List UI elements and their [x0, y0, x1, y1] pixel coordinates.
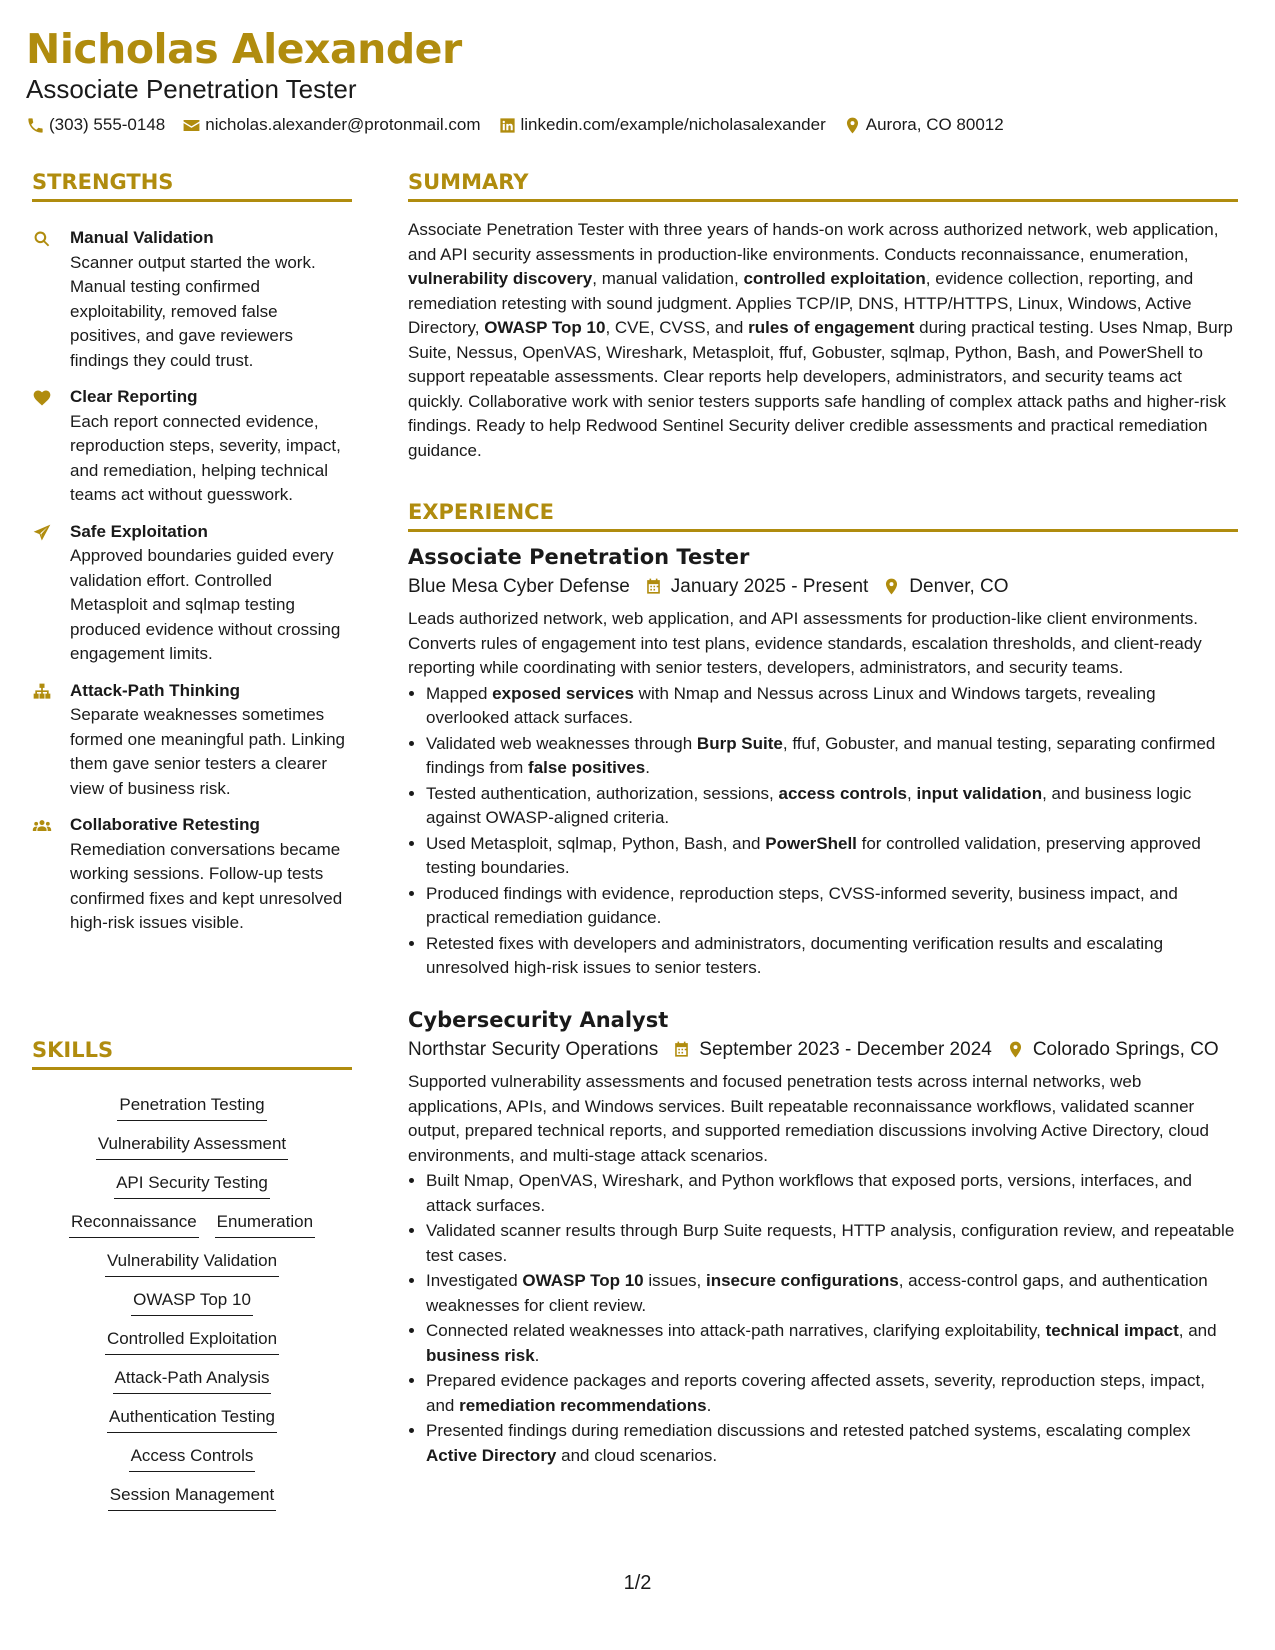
emphasis-text: false positives — [528, 758, 646, 777]
emphasis-text: controlled exploitation — [743, 269, 926, 288]
text-run: Built Nmap, OpenVAS, Wireshark, and Python workflows that exposed ports, versions, interfaces, and attack surfaces. — [426, 1171, 1192, 1215]
text-run: , — [907, 783, 917, 803]
page-number: 1/2 — [623, 1572, 652, 1594]
paper-plane-icon — [32, 523, 52, 543]
skill-tag: Attack-Path Analysis — [113, 1366, 272, 1394]
text-run: Investigated — [426, 1271, 523, 1290]
skill-row — [32, 1249, 352, 1277]
text-run: . — [645, 758, 650, 777]
skill-row — [32, 1444, 352, 1472]
text-run: , CVE, CVSS, and — [605, 318, 749, 337]
text-run: , evidence collection, reporting, and remediation retesting with sound judgment. Applies TCP/IP, DNS, HTTP/HTTPS, Linux, Windows, Active Directory, — [408, 269, 1194, 337]
skill-row — [32, 1132, 352, 1160]
role-meta — [408, 1038, 1238, 1062]
text-run: Presented findings during remediation discussions and retested patched systems, escalating complex — [426, 1421, 1191, 1440]
role-dates: January 2025 - Present — [670, 576, 869, 597]
strength-title: Collaborative Retesting — [70, 815, 260, 834]
skill-row — [32, 1366, 352, 1394]
text-run: Validated scanner results through Burp Suite requests, HTTP analysis, configuration review, and repeatable test cases. — [426, 1221, 1235, 1265]
skills-list — [32, 1093, 352, 1522]
skill-tag: Access Controls — [129, 1444, 256, 1472]
skill-row — [32, 1288, 352, 1316]
bullet-item — [426, 1369, 1238, 1418]
role-title: Cybersecurity Analyst — [408, 1008, 669, 1032]
bullet-item — [426, 1419, 1238, 1468]
skills-heading: SKILLS — [32, 1036, 352, 1070]
skill-tag: API Security Testing — [114, 1171, 270, 1199]
experience-entry — [408, 543, 1238, 981]
company-name: Blue Mesa Cyber Defense — [408, 576, 630, 597]
bullet-item — [426, 832, 1238, 881]
heart-icon — [32, 388, 52, 408]
text-run: Mapped — [426, 683, 493, 703]
skill-row — [32, 1210, 352, 1238]
skill-row — [32, 1483, 352, 1511]
text-run: Tested authentication, authorization, sessions, — [426, 783, 779, 803]
emphasis-text: vulnerability discovery — [408, 269, 593, 288]
location-pin-icon — [843, 116, 862, 135]
skill-tag: Session Management — [108, 1483, 276, 1511]
linkedin-icon — [498, 116, 517, 135]
emphasis-text: access controls — [778, 783, 908, 803]
role-bullets — [408, 1169, 1238, 1468]
skill-tag: Authentication Testing — [107, 1405, 277, 1433]
emphasis-text: technical impact — [1045, 1321, 1179, 1340]
emphasis-text: rules of engagement — [748, 318, 915, 337]
strength-title: Clear Reporting — [70, 387, 198, 406]
skill-row — [32, 1405, 352, 1433]
bullet-item — [426, 782, 1238, 831]
candidate-name: Nicholas Alexander — [26, 25, 462, 73]
bullet-item — [426, 1319, 1238, 1368]
strength-title: Manual Validation — [70, 228, 214, 247]
strength-item — [32, 520, 352, 667]
role-title: Associate Penetration Tester — [408, 545, 750, 569]
skill-tag: Reconnaissance — [69, 1210, 199, 1238]
bullet-item — [426, 882, 1238, 931]
candidate-title: Associate Penetration Tester — [26, 74, 357, 104]
skill-tag: Enumeration — [215, 1210, 315, 1238]
location-pin-icon — [882, 577, 901, 596]
text-run: Associate Penetration Tester with three years of hands-on work across authorized network, web application, and API security assessments in production-like environments. Conducts reconnaissance, enumeration, — [408, 220, 1219, 264]
text-run: , and business logic against OWASP-aligned criteria. — [426, 783, 1192, 827]
role-meta — [408, 575, 1238, 599]
text-run: . — [534, 1345, 540, 1365]
text-run: and cloud scenarios. — [556, 1445, 718, 1465]
text-run: , manual validation, — [592, 269, 744, 288]
role-description: Supported vulnerability assessments and focused penetration tests across internal networks, web applications, APIs, and Windows services. Built repeatable reconnaissance workflows, validated scanner output, prepared technical reports, and supported remediation discussions involving Active Directory, cloud environments, and multi-stage attack scenarios. — [408, 1072, 1210, 1165]
bullet-item — [426, 1169, 1238, 1218]
skill-row — [32, 1171, 352, 1199]
contact-location-text: Aurora, CO 80012 — [865, 115, 1004, 134]
text-run: Produced findings with evidence, reproduction steps, CVSS-informed severity, business impact, and practical remediation guidance. — [426, 883, 1178, 927]
strength-text: Separate weaknesses sometimes formed one meaningful path. Linking them gave senior testers a clearer view of business risk. — [70, 705, 346, 798]
text-run: , access-control gaps, and authentication weaknesses for client review. — [426, 1271, 1208, 1315]
text-run: , ffuf, Gobuster, and manual testing, separating confirmed findings from — [426, 733, 1216, 777]
role-location: Denver, CO — [909, 576, 1009, 597]
strength-text: Scanner output started the work. Manual testing confirmed exploitability, removed false positives, and gave reviewers findings they could trust. — [70, 252, 316, 370]
skill-tag: Penetration Testing — [117, 1093, 266, 1121]
experience-entry — [408, 1006, 1238, 1468]
text-run: . — [706, 1395, 712, 1415]
contact-phone — [26, 115, 165, 135]
strengths-heading: STRENGTHS — [32, 168, 352, 202]
strengths-list — [32, 226, 352, 948]
text-run: , and — [1178, 1321, 1217, 1340]
calendar-icon — [644, 577, 663, 596]
strength-item — [32, 226, 352, 373]
location-pin-icon — [1006, 1040, 1025, 1059]
text-run: Retested fixes with developers and administrators, documenting verification results and escalating unresolved high-risk issues to senior testers. — [426, 933, 1164, 977]
email-icon — [182, 116, 201, 135]
experience-heading: EXPERIENCE — [408, 498, 1238, 532]
sitemap-icon — [32, 682, 52, 702]
role-description: Leads authorized network, web application, and API assessments for production-like client environments. Converts rules of engagement into test plans, evidence standards, escalation thresholds, and client-ready reporting while coordinating with senior testers, developers, administrators, and security teams. — [408, 609, 1202, 677]
contact-linkedin[interactable] — [498, 115, 826, 135]
emphasis-text: business risk — [426, 1345, 535, 1365]
strength-text: Approved boundaries guided every validation effort. Controlled Metasploit and sqlmap testing produced evidence without crossing engagement limits. — [70, 546, 341, 663]
strength-text: Remediation conversations became working sessions. Follow-up tests confirmed fixes and kept unresolved high-risk issues visible. — [70, 839, 343, 932]
strength-title: Attack-Path Thinking — [70, 680, 241, 700]
contact-phone-text: (303) 555-0148 — [49, 115, 166, 134]
users-icon — [32, 816, 52, 836]
contact-bar — [26, 112, 1021, 138]
text-run: Prepared evidence packages and reports covering affected assets, severity, reproduction steps, impact, and — [426, 1371, 1205, 1415]
contact-location — [843, 115, 1004, 135]
role-dates: September 2023 - December 2024 — [699, 1039, 992, 1060]
text-run: during practical testing. Uses Nmap, Burp Suite, Nessus, OpenVAS, Wireshark, Metasploit, ffuf, Gobuster, sqlmap, Python, Bash, and PowerShell to support repeatable assessments. Clear reports help developers, administrators, and security teams act quickly. Collaborative work with senior testers supports safe handling of complex attack paths and higher-risk findings. Ready to help Redwood Sentinel Security deliver credible assessments and practical remediation guidance. — [408, 318, 1233, 460]
text-run: issues, — [643, 1271, 706, 1290]
strength-item — [32, 679, 352, 802]
bullet-item — [426, 1219, 1238, 1268]
bullet-item — [426, 682, 1238, 731]
skill-row — [32, 1093, 352, 1121]
text-run: Used Metasploit, sqlmap, Python, Bash, and — [426, 833, 766, 853]
role-location: Colorado Springs, CO — [1032, 1039, 1219, 1060]
skill-tag: Controlled Exploitation — [105, 1327, 279, 1355]
emphasis-text: input validation — [916, 783, 1043, 803]
magnifier-icon — [32, 229, 52, 249]
skill-tag: Vulnerability Validation — [105, 1249, 279, 1277]
text-run: with Nmap and Nessus across Linux and Windows targets, revealing overlooked attack surfaces. — [426, 683, 1156, 727]
emphasis-text: remediation recommendations — [459, 1395, 707, 1415]
emphasis-text: exposed services — [492, 683, 634, 703]
text-run: Connected related weaknesses into attack-path narratives, clarifying exploitability, — [426, 1321, 1046, 1340]
strength-title: Safe Exploitation — [70, 521, 208, 541]
emphasis-text: Active Directory — [426, 1445, 557, 1465]
emphasis-text: PowerShell — [765, 833, 857, 853]
contact-linkedin-text[interactable]: linkedin.com/example/nicholasalexander — [520, 115, 826, 134]
phone-icon — [26, 116, 45, 135]
emphasis-text: insecure configurations — [706, 1271, 899, 1290]
skill-tag: Vulnerability Assessment — [96, 1132, 288, 1160]
skill-row — [32, 1327, 352, 1355]
summary-text — [408, 218, 1238, 463]
strength-item — [32, 385, 352, 508]
company-name: Northstar Security Operations — [408, 1039, 659, 1060]
emphasis-text: Burp Suite — [696, 733, 783, 753]
contact-email[interactable] — [182, 115, 480, 135]
summary-heading: SUMMARY — [408, 168, 1238, 202]
skill-tag: OWASP Top 10 — [131, 1288, 253, 1316]
bullet-item — [426, 1269, 1238, 1318]
calendar-icon — [672, 1040, 691, 1059]
role-bullets — [408, 682, 1238, 981]
contact-email-text[interactable]: nicholas.alexander@protonmail.com — [205, 115, 481, 134]
emphasis-text: OWASP Top 10 — [484, 318, 606, 337]
text-run: for controlled validation, preserving approved testing boundaries. — [426, 833, 1201, 877]
text-run: Validated web weaknesses through — [426, 733, 697, 753]
bullet-item — [426, 732, 1238, 781]
strength-text: Each report connected evidence, reproduction steps, severity, impact, and remediation, helping technical teams act without guesswork. — [70, 411, 341, 504]
bullet-item — [426, 932, 1238, 981]
strength-item — [32, 813, 352, 936]
emphasis-text: OWASP Top 10 — [522, 1271, 644, 1290]
